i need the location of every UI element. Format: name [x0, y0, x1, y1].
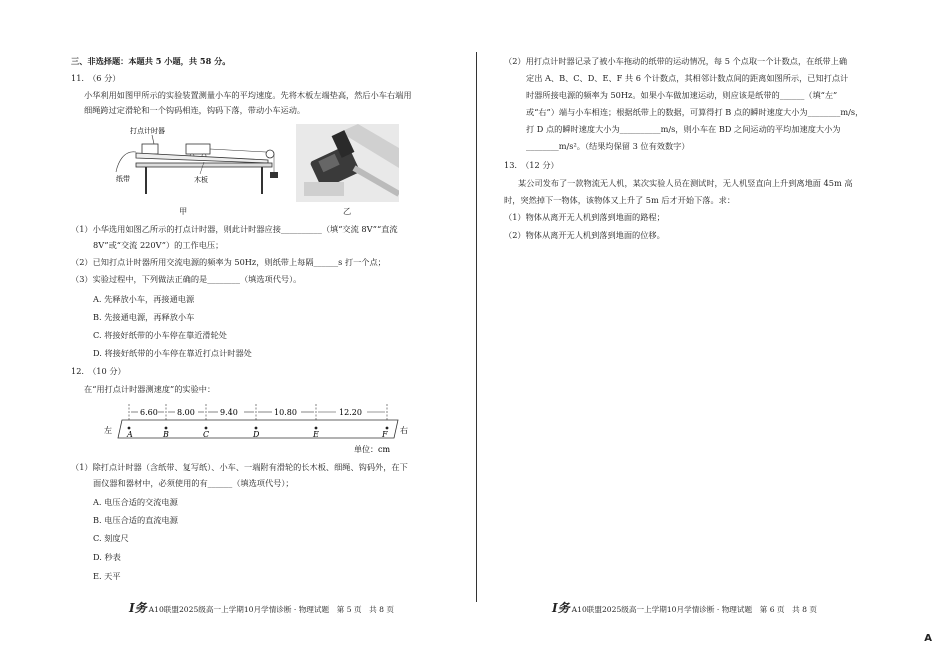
table-shape	[136, 163, 272, 167]
q11-heading: 11. （6 分）	[71, 73, 121, 83]
tape-point-f: F	[382, 430, 388, 439]
q13-intro-line1: 某公司发布了一款物流无人机，某次实验人员在测试时，无人机竖直向上升到离地面 45m 高	[518, 178, 853, 188]
q12-option-b: B. 电压合适的直流电源	[93, 515, 178, 525]
q13-part2: （2）物体从离开无人机到落到地面的位移。	[504, 230, 665, 240]
q12-part2-line6: ________m/s²。（结果均保留 3 位有效数字）	[526, 141, 690, 151]
q11-option-b: B. 先接通电源，再释放小车	[93, 312, 195, 322]
tape-unit: 单位：cm	[354, 445, 391, 454]
q11-intro-line1: 小华利用如图甲所示的实验装置测量小车的平均速度。先将木板左端垫高，然后小车右端用	[84, 90, 412, 100]
pulley-shape	[266, 150, 274, 158]
q12-part2-line4: 或“右”）端与小车相连；根据纸带上的数据，可算得打 B 点的瞬时速度大小为________m/s，	[526, 107, 864, 117]
fig-label-yi: 乙	[343, 206, 352, 216]
fig-label-tape: 纸带	[116, 175, 130, 183]
q11-option-a: A. 先释放小车，再接通电源	[93, 294, 195, 304]
tape-point-d: D	[253, 430, 260, 439]
q12-option-a: A. 电压合适的交流电源	[93, 497, 178, 507]
q11-part1-line1: （1）小华选用如图乙所示的打点计时器，则此计时器应接__________（填“交流 8V”“直流	[71, 224, 398, 234]
tape-segment-ef: 12.20	[339, 408, 362, 417]
q12-option-c: C. 刻度尺	[93, 533, 129, 543]
left-footer	[129, 599, 394, 616]
q13-intro-line2: 时，突然掉下一物体，该物体又上升了 5m 后才开始下落。求：	[504, 195, 736, 205]
figure-paper-tape	[96, 400, 416, 458]
q11-part1-line2: 8V”或“交流 220V”）的工作电压；	[93, 240, 224, 250]
q12-option-d: D. 秒表	[93, 552, 121, 562]
corner-mark: A	[924, 633, 932, 644]
q12-option-e: E. 天平	[93, 571, 121, 581]
board-shape	[136, 153, 268, 163]
q12-heading: 12. （10 分）	[71, 366, 126, 376]
fig-label-timer: 打点计时器	[130, 127, 165, 135]
tape-segment-bc: 8.00	[177, 408, 195, 417]
q12-part2-line5: 打 D 点的瞬时速度大小为__________m/s，则小车在 BD 之间运动的平均加速度大小为	[526, 124, 841, 134]
tape-segment-ab: 6.60	[140, 408, 158, 417]
left-footer-text: A10联盟2025级高一上学期10月学情诊断 · 物理试题 第 5 页 共 8 页	[148, 605, 394, 614]
right-page	[478, 0, 950, 654]
fig-label-board: 木板	[194, 176, 208, 184]
q12-intro: 在“用打点计时器测速度”的实验中：	[84, 384, 216, 394]
q11-part3: （3）实验过程中，下列做法正确的是________（填选项代号）。	[71, 274, 302, 284]
page-divider	[476, 52, 477, 602]
right-footer	[552, 599, 817, 616]
right-footer-text: A10联盟2025级高一上学期10月学情诊断 · 物理试题 第 6 页 共 8 页	[571, 605, 817, 614]
tape-point-c: C	[203, 430, 210, 439]
q11-part2: （2）已知打点计时器所用交流电源的频率为 50Hz，则纸带上每隔______s 打一个点；	[71, 257, 386, 267]
tape-segment-cd: 9.40	[220, 408, 238, 417]
tape-point-a: A	[127, 430, 133, 439]
brand-logo: I务	[129, 601, 147, 615]
q12-part2-line1: （2）用打点计时器记录了被小车拖动的纸带的运动情况，每 5 个点取一个计数点，在纸带上确	[504, 56, 848, 66]
q11-option-d: D. 将接好纸带的小车停在靠近打点计时器处	[93, 348, 252, 358]
tape-left-label: 左	[104, 426, 112, 435]
q12-part1-line1: （1）除打点计时器（含纸带、复写纸）、小车、一端附有滑轮的长木板、细绳、钩码外，在下	[71, 462, 408, 472]
q11-option-c: C. 将接好纸带的小车停在靠近滑轮处	[93, 330, 227, 340]
weight-shape	[270, 172, 278, 178]
q11-intro-line2: 细绳跨过定滑轮和一个钩码相连，钩码下落，带动小车运动。	[84, 105, 306, 115]
tape-point-b: B	[163, 430, 169, 439]
q12-part2-line3: 时器所接电源的频率为 50Hz。如果小车做加速运动，则应该是纸带的______（填“左”	[526, 90, 838, 100]
tape-point-e: E	[313, 430, 319, 439]
figure-yi-timer-photo	[296, 124, 399, 202]
q13-part1: （1）物体从离开无人机到落到地面的路程；	[504, 212, 665, 222]
fig-label-jia: 甲	[179, 206, 188, 216]
tape-right-label: 右	[400, 426, 408, 435]
q13-heading: 13. （12 分）	[504, 160, 559, 170]
q12-part1-line2: 面仪器和器材中，必须使用的有______（填选项代号）；	[93, 478, 294, 488]
q12-part2-line2: 定出 A、B、C、D、E、F 共 6 个计数点，其相邻计数点间的距离如图所示，已知打点计	[526, 73, 849, 83]
brand-logo-right: I务	[552, 601, 570, 615]
figure-jia-apparatus	[112, 122, 292, 204]
section-title: 三、非选择题：本题共 5 小题，共 58 分。	[71, 56, 231, 66]
timer-shape	[142, 144, 158, 154]
cart-shape	[186, 144, 210, 154]
tape-segment-de: 10.80	[274, 408, 297, 417]
